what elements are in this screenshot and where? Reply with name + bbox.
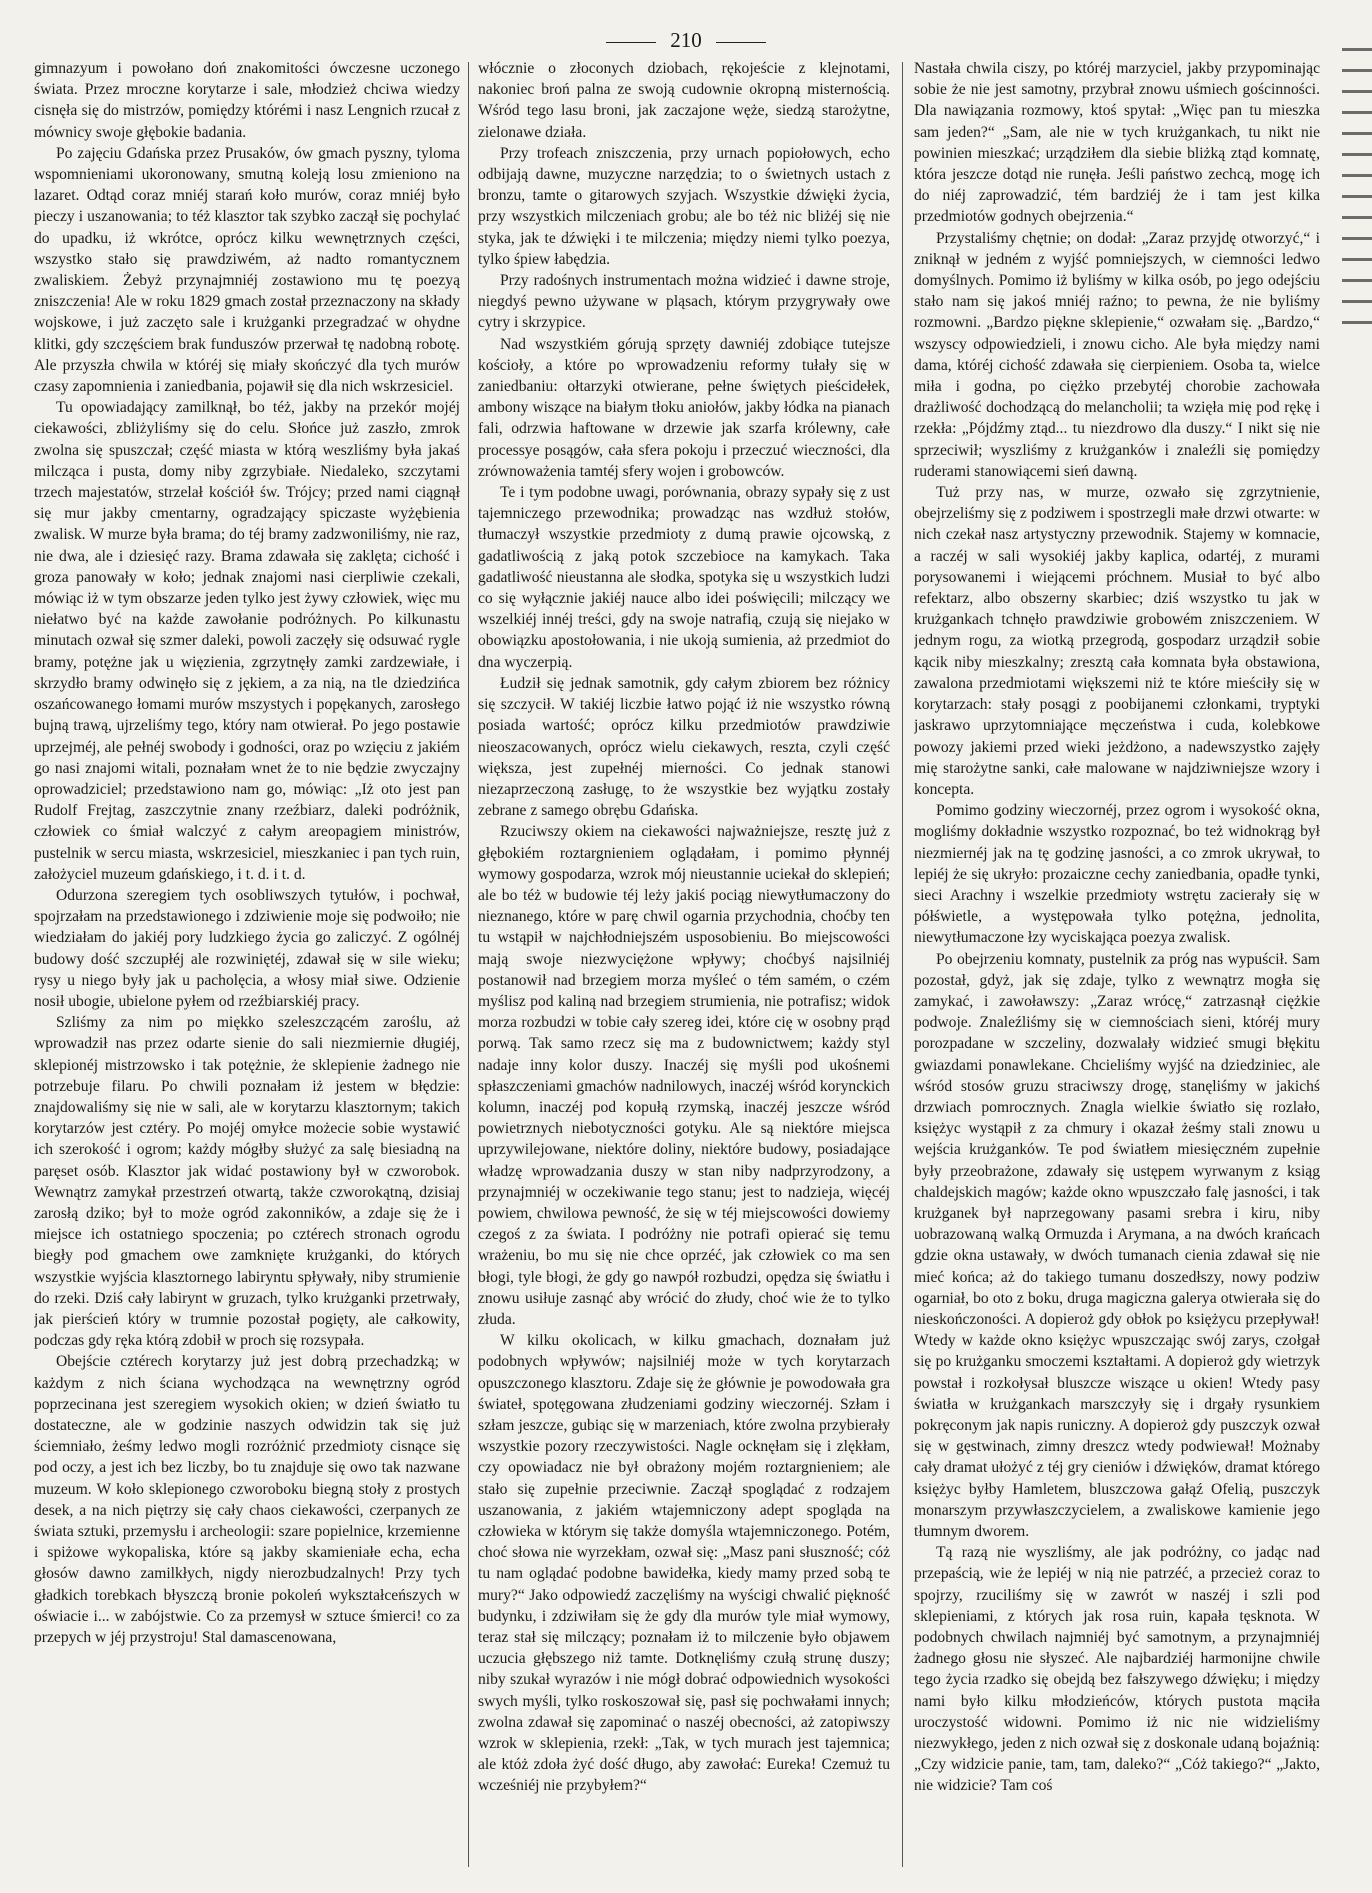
paragraph: gimnazyum i powołano doń znakomitości ówczesne uczonego świata. Przez mroczne korytarze i sale, młodzież chciwa wiedzy cisnęła się do mistrzów, pomiędzy którémi i nasz Lengnich rzucał z mównicy swoje głębokie badania. [34,60,460,141]
paragraph: włócznie o złoconych dziobach, rękojeście z klejnotami, nakoniec broń palna ze swoją cudownie okropną misternością. Wśród tego lasu broni, jak zaczajone węże, siedzą starożytne, zielonawe działa. [478,60,890,141]
paragraph: Łudził się jednak samotnik, gdy całym zbiorem bez różnicy się szczycił. W takiéj liczbie łatwo pojąć iż nie wszystko równą posiada wartość; oprócz kilku przedmiotów prawdziwie nieoszacowanych, oprócz wielu ciekawych, reszta, czyli część większa, jest zupełnéj mierności. Co jednak stanowi niezaprzeczoną zasługę, to że wszystkie bez wyjątku zostały zebrane z samego obrębu Gdańska. [478,674,890,820]
paragraph: Szliśmy za nim po miękko szeleszczącém zaroślu, aż wprowadził nas przez odarte sienie do sali niezmiernie długiéj, sklepionéj mistrzowsko i tak potężnie, że sklepienie żadnego nie potrzebuje filaru. Po chwili poznałam iż jestem w błędzie: znajdowaliśmy się nie w sali, ale w korytarzu klasztornym; takich korytarzów jest cztéry. Po mojéj omyłce możecie sobie wystawić ich szerokość i ogrom; każdy mógłby służyć za salę biesiadną na paręset osób. Klasztor jak widać postawiony był w czworobok. Wewnątrz zamykał przestrzeń otwartą, także czworokątną, dzisiaj zarosłą dziko; był to może ogród zakonników, a zdaje się że i miejsce ich ostatniego spoczenia; po cztérech stronach ogrodu biegły pod gmachem owe zamknięte krużganki, do których wszystkie wyjścia klasztornego labiryntu spływały, niby strumienie do rzeki. Dziś cały labirynt w gruzach, tylko krużganki przetrwały, jak pierścień który w trumnie pozostał pogięty, ale całkowity, podczas gdy ręka którą zdobił w proch się rozsypała. [34,1014,460,1350]
paragraph: Tuż przy nas, w murze, ozwało się zgrzytnienie, obejrzeliśmy się z podziwem i spostrzegli małe drzwi otwarte: w nich czekał nasz artystyczny przewodnik. Stajemy w komnacie, a raczéj w sali wysokiéj jakby kaplica, odartéj, z murami porysowanemi i wiejącemi próchnem. Musiał to być albo refektarz, albo obszerny skarbiec; dziś wszystko tu jak w krużgankach tchnęło prawdziwie grobowém zniszczeniem. W jednym rogu, za wiotką przegrodą, gospodarz urządził sobie kącik niby mieszkalny; zresztą cała komnata była obstawiona, zawalona przedmiotami większemi niż te które mieściły się w korytarzach: stały posągi z poobijanemi członkami, tryptyki jaskrawo uprzytomniające męczeństwa i cuda, kolebkowe powozy jakiemi przed wieki jeżdżono, a nadewszystko zajęły mię starożytne sanki, całe malowane w najdziwniejsze wzory i koncepta. [914,484,1320,798]
text-column-2 [478,58,890,1873]
text-column-1 [34,58,460,1873]
header-rule-right [716,42,766,43]
paragraph: Nad wszystkiém górują sprzęty dawniéj zdobiące tutejsze kościoły, a które po wprowadzeniu reformy tułały się w zaniedbaniu: ołtarzyki otwierane, pełne świętych pieścidełek, ambony wiszące na białym tłoku aniołów, jakby łódka na pianach fali, odrzwia haftowane w drzewie jak szarfa królewny, całe processye posągów, cała sfera pokoju i przeczuć wieczności, dla zrównoważenia tamtéj sfery wojen i grobowców. [478,335,890,480]
page-number: 210 [670,28,702,52]
paragraph: Pomimo godziny wieczornéj, przez ogrom i wysokość okna, mogliśmy dokładnie wszystko rozpoznać, bo też widnokrąg był niezmiernéj jak na tę godzinę jasności, a co zmrok ukrywał, to lepiéj że się ukryło: prozaiczne cechy zaniedbania, opadłe tynki, sieci Arachny i wszelkie przedmioty wstrętu zacierały się w półświetle, a występowała tylko potężna, jednolita, niewytłumaczone łzy wyciskająca poezya zwalisk. [914,802,1320,947]
paragraph: W kilku okolicach, w kilku gmachach, doznałam już podobnych wpływów; najsilniéj może w tych korytarzach opuszczonego klasztoru. Zdaje się że głównie je powodowała gra świateł, spotęgowana złudzeniami godziny wieczornéj. Szłam i szłam jeszcze, gubiąc się w marzeniach, które zwolna przybierały wszystkie pozory rzeczywistości. Nagle ocknęłam się i zlękłam, czy opowiadacz nie był obrażony mojém roztargnieniem; ale stało się zupełnie przeciwnie. Zaczął spoglądać z rodzajem uszanowania, z jakiém wtajemniczony adept spogląda na człowieka w którym się także domyśla wtajemniczonego. Potém, choć słowa nie wyrzekłam, ozwał się: „Masz pani słuszność; cóż tu nam oglądać podobne bawidełka, kiedy mamy przed sobą te mury?“ Jako odpowiedź zaczęliśmy na wyścigi chwalić piękność budynku, i zdziwiłam się że gdy dla murów tyle miał wymowy, teraz stał się milczący; poznałam iż to milczenie było objawem uczucia głębszego niż tamte. Dotknęliśmy czułą strunę duszy; niby szukał wyrazów i nie mógł dobrać odpowiednich wysokości swych myśli, tylko roskoszował się, pasł się pochwałami innych; zwolna zdawał się zapominać o naszéj obecności, aż zatopiwszy wzrok w sklepienia, rzekł: „Tak, w tych murach jest tajemnica; ale któż zdoła żyć dość długo, aby zawołać: Eureka! Czemuż tu wcześniéj nie przybyłem?“ [478,1332,890,1795]
paragraph: Rzuciwszy okiem na ciekawości najważniejsze, resztę już z głębokiém roztargnieniem oglądałam, i pomimo płynnéj wymowy gospodarza, wzrok mój nieustannie uciekał do sklepień; ale bo téż w budowie téj leży jakiś pociąg niewytłumaczony do nieznanego, które w parę chwil ogarnia przychodnia, choćby ten tu wstąpił w najchłodniejszém usposobieniu. Bo miejscowości mają swoje niezwyciężone wpływy; choćbyś najsilniéj postanowił nad brzegiem morza myśleć o tém samém, o czém myślisz pod kaliną nad brzegiem strumienia, nie potrafisz; widok morza rozbudzi w tobie cały szereg idei, które cię w osobny prąd porwą. Tak samo rzecz się ma z budownictwem; każdy styl nadaje inny kolor duszy. Inaczéj się myśli pod ukośnemi spłaszczeniami gmachów nadnilowych, inaczéj wśród korynckich kolumn, inaczéj pod kopułą rzymską, inaczéj jeszcze wśród powietrznych niebotyczności gotyku. Ale są niektóre miejsca uprzywilejowane, niektóre doliny, niektóre budowy, posiadające władzę wprowadzania duszy w stan niby nadprzyrodzony, a przynajmniéj w oczekiwanie tego stanu; jest to nadzieja, więcéj powiem, chwilowa pewność, że się w téj miejscowości dowiemy czegoś z za świata. I podróżny nie potrafi opierać się temu wrażeniu, bo mu się nie chce oprzéć, jak człowiek co ma sen błogi, tyle błogi, że gdy go nawpół rozbudzi, opędza się światłu i znowu usiłuje zasnąć aby wrócić do złudy, choć wie że to tylko złuda. [478,823,890,1328]
paragraph: Po obejrzeniu komnaty, pustelnik za próg nas wypuścił. Sam pozostał, gdyż, jak się zdaje, tylko z wewnątrz mogła się zamykać, i zawoławszy: „Zaraz wrócę,“ zatrzasnął ciężkie podwoje. Znaleźliśmy się w ciemnościach sieni, któréj mury porozpadane w szczeliny, dozwalały widzieć smugi błękitu gwiazdami ponawlekane. Chcieliśmy wyjść na dziedziniec, ale wśród stosów gruzu straciwszy drogę, stanęliśmy w jakichś drzwiach pomrocznych. Znagla wielkie światło się rozlało, księżyc wystąpił z za chmury i okazał żeśmy stali znowu u wejścia krużganków. Te pod światłem miesięczném zupełnie były przeobrażone, zdawały się ustępem wyrwanym z ksiąg chaldejskich magów; każde okno wpuszczało falę jasności, i tak krużganek był naprzegowany pasami srebra i kiru, niby uobrazowaną walką Ormuzda i Arymana, a na dwóch krańcach gdzie okna ustawały, w dwóch tumanach cienia zdawał się nie mieć końca; aż do takiego tumanu doszedłszy, nowy podziw ogarniał, bo oto z boku, druga magiczna galerya otwierała się do nieskończoności. A dopieroż gdy obłok po księżycu przepływał! Wtedy w każde okno księżyc wpuszczając swój zarys, czołgał się po krużganku smoczemi kształtami. A dopieroż gdy wietrzyk powstał i rozkołysał bluszcze wiszące u okien! Wtedy pasy światła w krużgankach marszczyły się i drgały rysunkiem pokręconym jak napis runiczny. A dopieroż gdy puszczyk ozwał się w gęstwinach, zimny dreszcz wtedy podwiewał! Możnaby cały dramat ułożyć z téj gry cieniów i dźwięków, dramat którego księżyc byłby Hamletem, bluszczowa gałąź Ofelią, puszczyk monarszym przywłaszczycielem, a zwaliskowe kamienie jego tłumnym dworem. [914,950,1320,1541]
column-divider [468,62,469,1867]
paragraph: Przy trofeach zniszczenia, przy urnach popiołowych, echo odbijają dawne, muzyczne narzędzia; to o świetnych ustach z bronzu, tamte o gitarowych szyjach. Wszystkie dźwięki życia, przy wszystkich milczeniach grobu; ale bo téż nic bliżéj się nie styka, jak te dźwięki i te milczenia; między niemi tylko poezya, tylko śpiew łabędzia. [478,144,890,268]
column-divider [902,62,903,1867]
page-header [0,28,1372,53]
paragraph: Odurzona szeregiem tych osobliwszych tytułów, i pochwał, spojrzałam na przedstawionego i zdziwienie moje się podwoiło; nie wiedziałam do jakiéj pory ludzkiego życia go zaliczyć. Z ogólnéj budowy dość szczupłéj ale rozwiniętéj, zdawał się w sile wieku; rysy u niego były jak u pacholęcia, a włosy miał siwe. Odzienie nosił ubogie, ubielone pyłem od rzeźbiarskiéj pracy. [34,886,460,1010]
paragraph: Po zajęciu Gdańska przez Prusaków, ów gmach pyszny, tyloma wspomnieniami ukoronowany, smutną koleją losu zmieniono na lazaret. Odtąd coraz mniéj starań koło murów, coraz mniéj było pieczy i uszanowania; to téż klasztor tak szybko zaczął się pochylać do upadku, iż wkrótce, oprócz kilku wewnętrznych części, wszystko stało się prawdziwém, aż nadto romantycznem zwaliskiem. Żebyż przynajmniéj zostawiono mu tę poezyą zniszczenia! Ale w roku 1829 gmach został przeznaczony na składy wojskowe, i już zaczęto sale i krużganki przegradzać w ohydne klitki, gdy szczęściem brak funduszów przerwał tę nadobną robotę. Ale przyszła chwila w któréj się miały skończyć dla tych murów czasy zapomnienia i zaniedbania, pojawił się dla nich wskrzesiciel. [34,144,460,396]
header-rule-left [606,42,656,43]
paragraph: Obejście cztérech korytarzy już jest dobrą przechadzką; w każdym z nich ściana wychodząca na wewnętrzny ogród poprzecinana jest szeregiem wysokich okien; w dzień światło tu dostateczne, ale w godzinie naszych odwidzin tak się już ściemniało, żeśmy ledwo mogli rozróżnić przedmioty cisnące się pod oczy, a jest ich bez liczby, bo tu znajduje się owo tak nazwane muzeum. W koło sklepionego czworoboku biegną stoły z prostych desek, a na nich piętrzy się cały chaos ciekawości, czerpanych ze świata sztuki, przemysłu i archeologii: szare popielnice, krzemienne i spiżowe wykopaliska, które są jakby skamieniałe echa, echa głosów dawno zamilkłych, nigdy nierozbudzalnych! Przy tych gładkich torebkach błyszczą bronie pokoleń wykształceńszych w oświacie i... w zabójstwie. Co za przemysł w sztuce śmierci! co za przepych w jéj przystroju! Stal damascenowana, [34,1353,460,1647]
paragraph: Tą razą nie wyszliśmy, ale jak podróżny, co jadąc nad przepaścią, wie że lepiéj w nią nie patrzéć, a przecież coraz to spojrzy, rzuciliśmy się w zawrót w naszéj i szli pod sklepieniami, z których jak rosa ruin, kapała tęsknota. W podobnych chwilach najmniéj być samotnym, a przynajmniéj żadnego głosu nie słyszeć. Ale najbardziéj harmonijne chwile tego życia rzadko się obejdą bez fałszywego dźwięku; i między nami było kilku młodzieńców, których pustota mąciła uroczystość widowni. Pomimo iż nic nie widzieliśmy niezwykłego, jeden z nich ozwał się z doskonale udaną bojaźnią: „Czy widzicie panie, tam, tam, daleko?“ „Cóż takiego?“ „Jakto, nie widzicie? Tam coś [914,1544,1320,1795]
paragraph: Nastała chwila ciszy, po któréj marzyciel, jakby przypominając sobie że nie jest samotny, przybrał znowu uśmiech gościnności. Dla nawiązania rozmowy, ktoś spytał: „Więc pan tu mieszka sam jeden?“ „Sam, ale nie w tych krużgankach, tu nikt nie powinien mieszkać; urządziłem dla siebie bliżką ztąd komnatę, która jeszcze dotąd nie runęła. Jeśli państwo zechcą, mogę ich do niéj zaprowadzić, tém bardziéj że i tam jest kilka przedmiotów godnych obejrzenia.“ [914,60,1320,226]
paragraph: Te i tym podobne uwagi, porównania, obrazy sypały się z ust tajemniczego przewodnika; prowadząc nas wzdłuż stołów, tłumaczył wszystkie przedmioty z dumą prawie ojcowską, z gadatliwością z jaką potok szczebioce na kamykach. Taka gadatliwość nieustanna ale słodka, spotyka się u wszystkich ludzi co się wyłącznie jakiéj nauce albo idei poświęcili; milczący we wszelkiéj innéj treści, gdy na swoje natrafią, czują się niejako w obowiązku apostołowania, i nie ukoją sumienia, aż przedmiot do dna wyczerpią. [478,484,890,671]
paragraph: Tu opowiadający zamilknął, bo téż, jakby na przekór mojéj ciekawości, zbliżyliśmy się do celu. Słońce już zaszło, zmrok zwolna się spuszczał; część miasta w którą weszliśmy była jakaś milcząca i pusta, domy niby zgrzybiałe. Niedaleko, szczytami trzech majestatów, strzelał kościół św. Trójcy; przed nami ciągnął się mur jakby cmentarny, ogradzający spiczaste wyżębienia zwalisk. W murze była brama; do téj bramy zadzwoniliśmy, nie raz, nie dwa, ale i dziesięć razy. Brama zdawała się zaklęta; cichość i groza panowały w koło; jednak znajomi nasi cierpliwie czekali, mówiąc iż w tym obszarze jeden tylko jest żywy człowiek, więc mu niełatwo być na każde zawołanie podróżnych. Po kilkunastu minutach ozwał się szmer daleki, powoli zaczęły się odsuwać rygle bramy, potężne jak u więzienia, zgrzytnęły zamki zardzewiałe, i skrzydło bramy odwinęło się z jękiem, a za nią, na tle dziedzińca oszańcowanego łomami murów mszystych i popękanych, zarosłego bujną trawą, ujrzeliśmy tego, który nam otwierał. Po jego postawie uprzejméj, ale pełnéj swobody i godności, oraz po wzięciu z jakiém go nasi znajomi witali, poznałam wnet że to nie będzie zwyczajny oprowadziciel; przedstawiono nam go, mówiąc: „Iż oto jest pan Rudolf Frejtag, zaszczytnie znany rzeźbiarz, daleki podróżnik, człowiek co śmiał walczyć z całym areopagiem ministrów, pustelnik w sercu miasta, wskrzesiciel, mieszkaniec i pan tych ruin, założyciel muzeum gdańskiego, i t. d. i t. d. [34,399,460,883]
adjacent-page-edge [1342,40,1372,340]
paragraph: Przy radośnych instrumentach można widzieć i dawne stroje, niegdyś pewno używane w pląsach, którym przygrywały owe cytry i skrzypice. [478,272,890,332]
paragraph: Przystaliśmy chętnie; on dodał: „Zaraz przyjdę otworzyć,“ i zniknął w jedném z wyjść pomniejszych, w ciemności ledwo domyślnych. Pomimo iż byliśmy w kilka osób, po jego odejściu stało nam się jakoś mniéj raźno; to pewna, że nie byliśmy rozmowni. „Bardzo piękne sklepienie,“ ozwałam się. „Bardzo,“ wszyscy odpowiedzieli, i znowu cicho. Ale była między nami dama, któréj cichość zdawała się cierpieniem. Osoba ta, wielce miła i godna, po ciężko przebytéj chorobie zachowała drażliwość dochodzącą do melancholii; ta wzięła mię pod rękę i rzekła: „Pójdźmy ztąd... tu niezdrowo dla duszy.“ I nikt się nie sprzeciwił; wyszliśmy z krużganków i znaleźli się pomiędzy ruderami stanowiącemi sień dawną. [914,229,1320,480]
text-column-3 [914,58,1320,1873]
